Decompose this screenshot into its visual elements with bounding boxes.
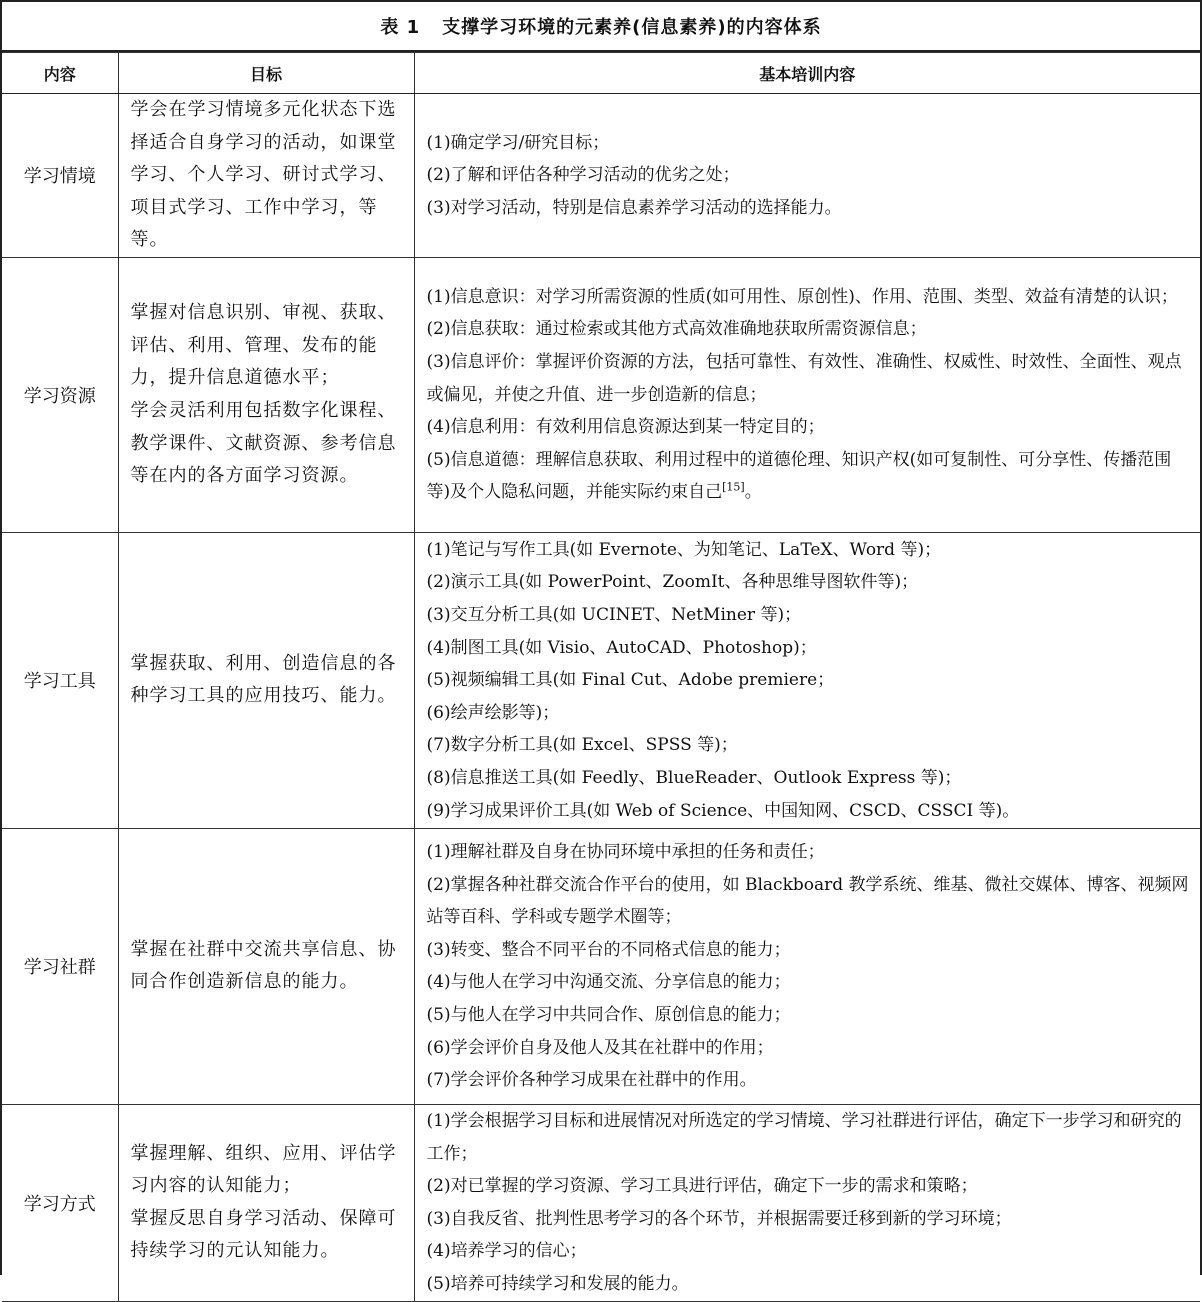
row-training-content (414, 1104, 1200, 1301)
row-category: 学习情境 (2, 94, 118, 258)
training-item (427, 1064, 1191, 1097)
table-title: 支撑学习环境的元素养(信息素养)的内容体系 (442, 17, 822, 38)
training-item (427, 346, 1191, 411)
training-item (427, 664, 1191, 697)
training-item (427, 411, 1191, 444)
row-goal (118, 532, 414, 828)
training-item-text: (4)与他人在学习中沟通交流、分享信息的能力； (426, 972, 791, 993)
training-item-text: (2)了解和评估各种学习活动的优劣之处； (426, 165, 740, 186)
training-item-text: (2)信息获取：通过检索或其他方式高效准确地获取所需资源信息； (426, 319, 927, 340)
header-goal: 目标 (118, 53, 414, 94)
training-item (427, 1105, 1191, 1170)
training-item-text: (6)绘声绘影等)； (426, 702, 560, 723)
training-item-text: (2)掌握各种社群交流合作平台的使用，如 Blackboard 教学系统、维基、微社交媒体、博客、视频网站等百科、学科或专题学术圈等； (426, 874, 1189, 928)
goal-paragraph: 掌握在社群中交流共享信息、协同合作创造新信息的能力。 (130, 938, 397, 993)
training-item-text: (4)制图工具(如 Visio、AutoCAD、Photoshop)； (426, 637, 817, 658)
goal-paragraph: 掌握对信息识别、审视、获取、评估、利用、管理、发布的能力，提升信息道德水平； (130, 302, 397, 389)
table-row (2, 828, 1200, 1104)
training-item-text: (3)信息评价：掌握评价资源的方法，包括可靠性、有效性、准确性、权威性、时效性、全面性、观点或偏见，并使之升值、进一步创造新的信息； (426, 352, 1182, 405)
training-item (427, 313, 1191, 346)
training-item (427, 192, 1191, 225)
row-training-content (414, 828, 1200, 1104)
training-item (427, 966, 1191, 999)
training-item (427, 599, 1191, 632)
training-item-text: (1)理解社群及自身在协同环境中承担的任务和责任； (426, 842, 825, 863)
training-item (427, 159, 1191, 192)
training-item (427, 1235, 1191, 1268)
training-item-text: (5)视频编辑工具(如 Final Cut、Adobe premiere； (426, 670, 835, 691)
goal-paragraph: 掌握理解、组织、应用、评估学习内容的认知能力； (130, 1142, 397, 1197)
training-item-text: (9)学习成果评价工具(如 Web of Science、中国知网、CSCD、CSSCI 等)。 (426, 800, 1020, 821)
row-training-content (414, 94, 1200, 258)
training-item-text: (4)培养学习的信心； (426, 1241, 587, 1262)
row-category: 学习方式 (2, 1104, 118, 1301)
goal-paragraph: 掌握获取、利用、创造信息的各种学习工具的应用技巧、能力。 (130, 652, 397, 707)
goal-paragraph: 学会灵活利用包括数字化课程、教学课件、文献资源、参考信息等在内的各方面学习资源。 (130, 399, 397, 487)
training-item (427, 534, 1191, 567)
training-item (427, 697, 1191, 730)
training-item (427, 762, 1191, 795)
table-row (2, 257, 1200, 532)
training-item (427, 934, 1191, 967)
row-goal (118, 94, 414, 258)
training-item (427, 1203, 1191, 1236)
citation-marker: [15] (722, 480, 745, 494)
training-item-text: (6)学会评价自身及他人及其在社群中的作用； (426, 1037, 774, 1058)
row-training-content (414, 532, 1200, 828)
table-row (2, 532, 1200, 828)
row-category: 学习资源 (2, 257, 118, 532)
training-item (427, 729, 1191, 762)
training-item (427, 999, 1191, 1032)
training-item (427, 281, 1191, 314)
row-training-content (414, 257, 1200, 532)
table-label: 表 1 (380, 17, 421, 38)
training-item-text: (7)数字分析工具(如 Excel、SPSS 等)； (426, 735, 738, 756)
citation-tail: 。 (744, 482, 762, 503)
training-item-text: (3)对学习活动，特别是信息素养学习活动的选择能力。 (426, 197, 842, 218)
training-item (427, 836, 1191, 869)
training-item (427, 127, 1191, 160)
training-item (427, 1170, 1191, 1203)
row-category: 学习社群 (2, 828, 118, 1104)
row-goal (118, 1104, 414, 1301)
header-content: 内容 (2, 53, 118, 94)
training-item-text: (4)信息利用：有效利用信息资源达到某一特定目的； (426, 417, 825, 438)
training-item-text: (1)笔记与写作工具(如 Evernote、为知笔记、LaTeX、Word 等)； (426, 539, 942, 560)
header-row (2, 53, 1200, 94)
training-item (427, 566, 1191, 599)
content-table (2, 52, 1200, 1302)
training-item (427, 1032, 1191, 1065)
training-item-text: (1)确定学习/研究目标； (426, 132, 610, 153)
training-item-text: (3)转变、整合不同平台的不同格式信息的能力； (426, 939, 791, 960)
training-item-text: (5)与他人在学习中共同合作、原创信息的能力； (426, 1005, 791, 1026)
goal-paragraph: 掌握反思自身学习活动、保障可持续学习的元认知能力。 (130, 1207, 397, 1262)
training-item-text: (5)信息道德：理解信息获取、利用过程中的道德伦理、知识产权(如可复制性、可分享性、传播范围等)及个人隐私问题，并能实际约束自己 (426, 449, 1172, 503)
training-item-text: (2)演示工具(如 PowerPoint、ZoomIt、各种思维导图软件等)； (426, 572, 919, 593)
training-item (427, 1268, 1191, 1301)
training-item-text: (1)学会根据学习目标和进展情况对所选定的学习情境、学习社群进行评估，确定下一步学习和研究的工作； (426, 1110, 1182, 1164)
training-item-text: (1)信息意识：对学习所需资源的性质(如可用性、原创性)、作用、范围、类型、效益有清楚的认识； (426, 286, 1178, 307)
row-category: 学习工具 (2, 532, 118, 828)
header-training: 基本培训内容 (414, 53, 1200, 94)
table-row (2, 1104, 1200, 1301)
row-goal (118, 828, 414, 1104)
training-item (427, 869, 1191, 934)
training-item (427, 444, 1191, 509)
row-goal (118, 257, 414, 532)
training-item-text: (2)对已掌握的学习资源、学习工具进行评估，确定下一步的需求和策略； (426, 1176, 978, 1197)
training-item (427, 632, 1191, 665)
training-item-text: (3)交互分析工具(如 UCINET、NetMiner 等)； (426, 604, 802, 625)
table-row (2, 94, 1200, 258)
table-caption (2, 0, 1200, 52)
training-item-text: (7)学会评价各种学习成果在社群中的作用。 (426, 1070, 757, 1091)
training-item (427, 795, 1191, 828)
training-item-text: (8)信息推送工具(如 Feedly、BlueReader、Outlook Express 等)； (426, 767, 962, 788)
goal-paragraph: 学会在学习情境多元化状态下选择适合自身学习的活动，如课堂学习、个人学习、研讨式学习、项目式学习、工作中学习，等等。 (130, 99, 397, 251)
training-item-text: (3)自我反省、批判性思考学习的各个环节，并根据需要迁移到新的学习环境； (426, 1208, 1012, 1229)
training-item-text: (5)培养可持续学习和发展的能力。 (426, 1273, 689, 1294)
